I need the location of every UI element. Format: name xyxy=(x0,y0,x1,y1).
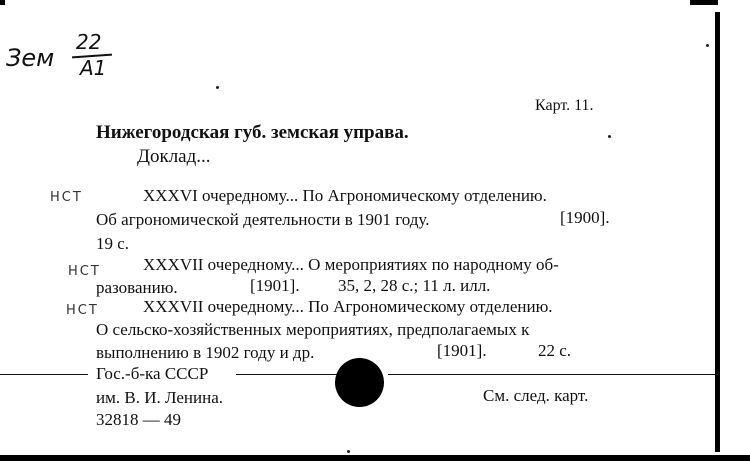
divider-line xyxy=(236,374,338,375)
library-name-continued: им. В. И. Ленина. xyxy=(96,388,224,407)
holding-stamp: НСТ xyxy=(50,190,83,205)
entry-1-line-1: XXXVI очередному... По Агрономическому отделению. xyxy=(143,186,547,205)
entry-1-date: [1900]. xyxy=(560,208,610,227)
speck xyxy=(347,450,350,453)
entry-2-date: [1901]. xyxy=(250,276,300,295)
library-card-number: 32818 — 49 xyxy=(96,410,181,429)
entry-2-line-1: XXXVII очередному... О мероприятиях по народному об- xyxy=(143,255,559,274)
see-next-card: См. след. карт. xyxy=(483,386,589,405)
speck xyxy=(216,86,219,89)
entry-2-pages: 35, 2, 28 с.; 11 л. илл. xyxy=(338,276,491,295)
card-edge-bottom xyxy=(0,455,750,461)
speck xyxy=(706,44,709,47)
card-number: Карт. 11. xyxy=(535,97,594,114)
corner-mark xyxy=(0,0,5,5)
corner-mark xyxy=(690,0,718,5)
divider-line xyxy=(0,374,88,375)
library-name: Гос.-б-ка СССР xyxy=(96,364,209,383)
entry-2-line-2: разованию. xyxy=(96,278,178,297)
card-heading: Нижегородская губ. земская управа. xyxy=(96,122,409,143)
card-subheading: Доклад... xyxy=(137,146,211,167)
card-edge-right xyxy=(715,12,720,452)
divider-line xyxy=(388,374,718,375)
entry-1-pages: 19 с. xyxy=(96,234,130,253)
entry-3-line-3: выполнению в 1902 году и др. xyxy=(96,343,315,362)
handwritten-shelfmark-denominator: A1 xyxy=(80,56,107,80)
entry-3-date: [1901]. xyxy=(437,341,487,360)
handwritten-shelfmark-word: Зем xyxy=(6,44,55,72)
holding-stamp: НСТ xyxy=(68,264,101,279)
holding-stamp: НСТ xyxy=(66,303,99,318)
entry-3-line-2: О сельско-хозяйственных мероприятиях, предполагаемых к xyxy=(96,320,530,339)
speck xyxy=(608,135,611,138)
entry-3-line-1: XXXVII очередному... По Агрономическому отделению. xyxy=(143,297,553,316)
entry-3-pages: 22 с. xyxy=(538,341,572,360)
punch-hole xyxy=(335,358,384,407)
entry-1-line-2: Об агрономической деятельности в 1901 году. xyxy=(96,210,430,229)
handwritten-shelfmark-numerator: 22 xyxy=(76,30,102,54)
